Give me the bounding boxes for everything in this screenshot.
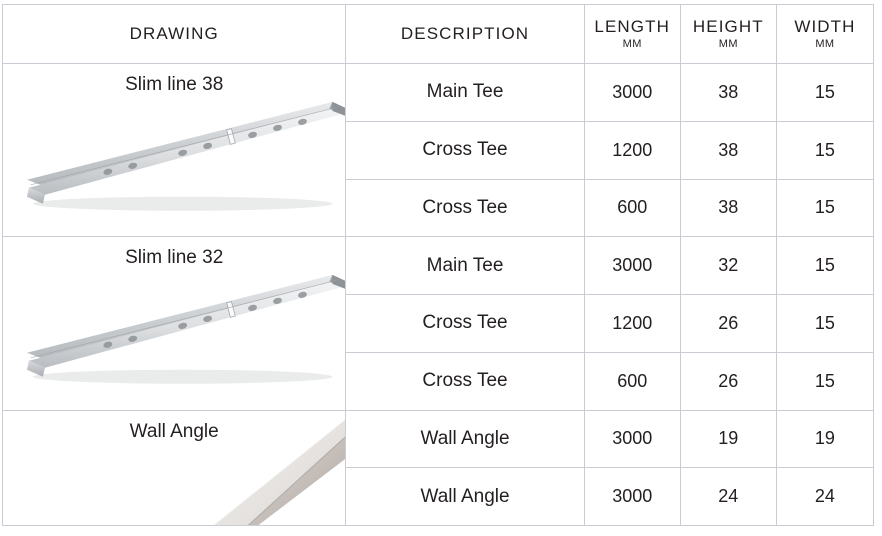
table-row xyxy=(3,237,874,295)
column-header-width xyxy=(776,5,873,64)
drawing-label: Wall Angle xyxy=(129,420,219,442)
column-header-drawing xyxy=(3,5,346,64)
width-cell: 24 xyxy=(776,468,873,526)
drawing-label: Slim line 32 xyxy=(125,247,224,269)
wall-angle-profile-icon xyxy=(3,411,345,526)
description-cell: Wall Angle xyxy=(346,410,584,468)
length-cell: 600 xyxy=(584,179,680,237)
table-header xyxy=(3,5,874,64)
description-cell: Wall Angle xyxy=(346,468,584,526)
drawing-cell-slim-line-32 xyxy=(3,237,346,410)
width-cell: 15 xyxy=(776,121,873,179)
description-cell: Cross Tee xyxy=(346,352,584,410)
drawing-label: Slim line 38 xyxy=(125,74,224,95)
length-cell: 1200 xyxy=(584,295,680,353)
table-row xyxy=(3,64,874,122)
drawing-cell-slim-line-38 xyxy=(3,64,346,237)
product-specification-table xyxy=(2,4,874,526)
column-header-width-label: WIDTH xyxy=(794,16,856,36)
length-cell: 3000 xyxy=(584,64,680,122)
height-cell: 19 xyxy=(680,410,776,468)
table-body xyxy=(3,64,874,526)
width-cell: 15 xyxy=(776,352,873,410)
length-cell: 3000 xyxy=(584,468,680,526)
column-header-height-unit: mm xyxy=(718,34,738,52)
column-header-length-label: LENGTH xyxy=(594,16,670,36)
height-cell: 26 xyxy=(680,295,776,353)
width-cell: 15 xyxy=(776,64,873,122)
height-cell: 38 xyxy=(680,179,776,237)
tee-profile-rail-icon xyxy=(3,64,345,219)
length-cell: 600 xyxy=(584,352,680,410)
height-cell: 24 xyxy=(680,468,776,526)
column-header-drawing-label: DRAWING xyxy=(129,24,219,44)
description-cell: Cross Tee xyxy=(346,179,584,237)
tee-profile-rail-icon xyxy=(3,237,345,392)
length-cell: 3000 xyxy=(584,410,680,468)
height-cell: 26 xyxy=(680,352,776,410)
height-cell: 38 xyxy=(680,121,776,179)
length-cell: 1200 xyxy=(584,121,680,179)
width-cell: 19 xyxy=(776,410,873,468)
header-row xyxy=(3,5,874,64)
height-cell: 38 xyxy=(680,64,776,122)
length-cell: 3000 xyxy=(584,237,680,295)
description-cell: Cross Tee xyxy=(346,121,584,179)
column-header-description-label: DESCRIPTION xyxy=(400,24,530,44)
column-header-width-unit: mm xyxy=(815,34,835,52)
width-cell: 15 xyxy=(776,237,873,295)
table-row xyxy=(3,410,874,468)
column-header-description xyxy=(346,5,584,64)
column-header-height-label: HEIGHT xyxy=(692,16,764,36)
column-header-length xyxy=(584,5,680,64)
height-cell: 32 xyxy=(680,237,776,295)
drawing-cell-wall-angle xyxy=(3,410,346,526)
description-cell: Main Tee xyxy=(346,237,584,295)
width-cell: 15 xyxy=(776,295,873,353)
width-cell: 15 xyxy=(776,179,873,237)
column-header-height xyxy=(680,5,776,64)
description-cell: Main Tee xyxy=(346,64,584,122)
description-cell: Cross Tee xyxy=(346,295,584,353)
column-header-length-unit: mm xyxy=(622,34,642,52)
